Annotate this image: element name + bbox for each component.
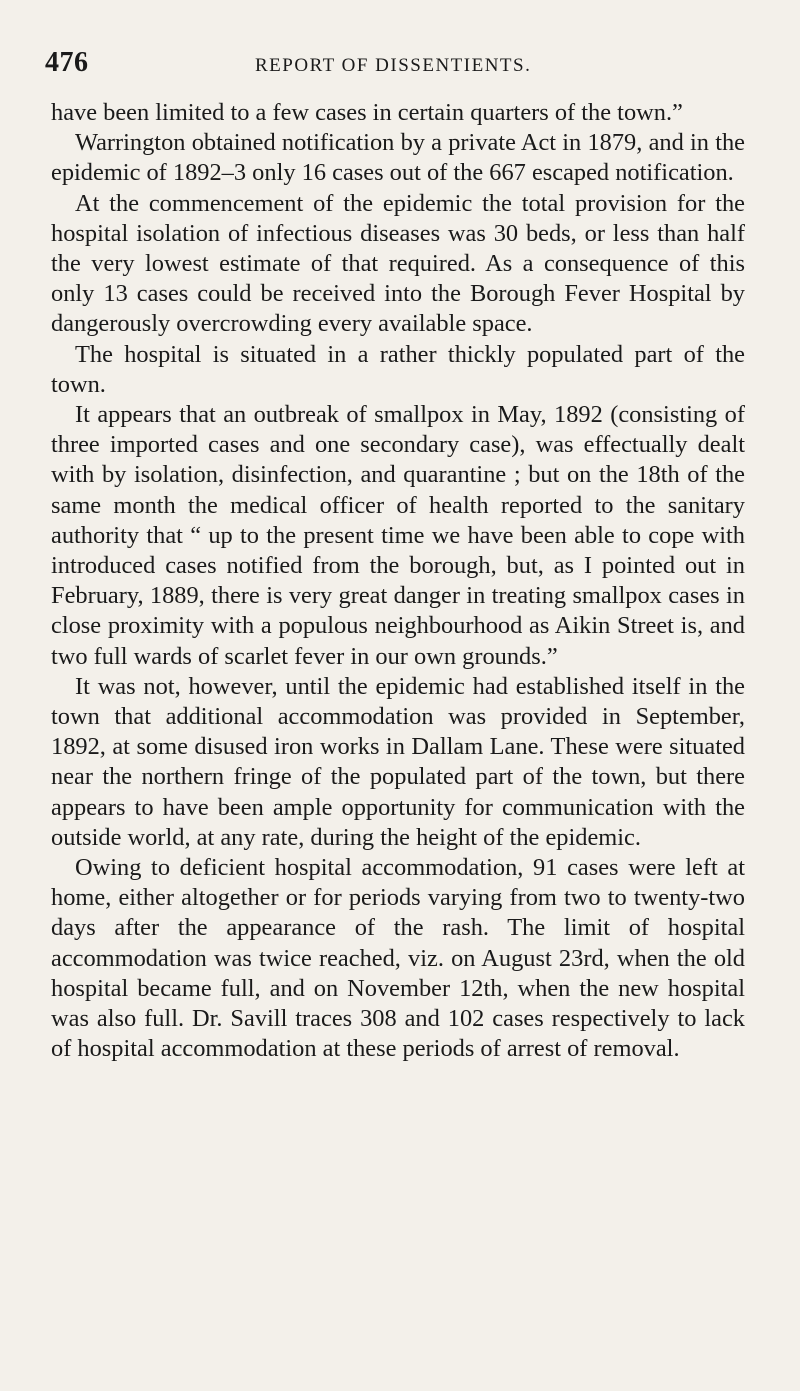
paragraph: At the commencement of the epidemic the total provision for the hospital isolation of infectious diseases was 30 beds, or less than half the very lowest estimate of that required. As a consequence of this only 13 cases could be received into the Borough Fever Hospital by dangerously overcrowding every available space. <box>51 189 745 338</box>
body-text <box>51 98 745 1065</box>
paragraph: It was not, however, until the epidemic had established itself in the town that additional accommodation was provided in September, 1892, at some disused iron works in Dallam Lane. These were situated near the northern fringe of the populated part of the town, but there appears to have been ample opportunity for communication with the outside world, at any rate, during the height of the epidemic. <box>51 672 745 851</box>
paragraph: It appears that an outbreak of smallpox in May, 1892 (consisting of three imported cases and one secondary case), was effectually dealt with by isolation, disinfection, and quarantine ; but on the 18th of the same month the medical officer of health reported to the sanitary authority that “ up to the present time we have been able to cope with introduced cases notified from the borough, but, as I pointed out in February, 1889, there is very great danger in treating smallpox cases in close proximity with a populous neighbourhood as Aikin Street is, and two full wards of scarlet fever in our own grounds.” <box>51 401 745 670</box>
page-header <box>45 47 750 87</box>
paragraph: Owing to deficient hospital accommodation, 91 cases were left at home, either altogether or for periods varying from two to twenty-two days after the appearance of the rash. The limit of hospital accommodation was twice reached, viz. on August 23rd, when the old hospital became full, and on November 12th, when the new hospital was also full. Dr. Savill traces 308 and 102 cases respectively to lack of hospital accommodation at these periods of arrest of removal. <box>51 854 745 1063</box>
running-head: REPORT OF DISSENTIENTS. <box>255 55 532 76</box>
paragraph: have been limited to a few cases in certain quarters of the town.” <box>51 99 683 126</box>
page-number: 476 <box>45 47 89 78</box>
paragraph: Warrington obtained notification by a private Act in 1879, and in the epidemic of 1892–3 only 16 cases out of the 667 escaped notification. <box>51 129 745 187</box>
paragraph: The hospital is situated in a rather thickly populated part of the town. <box>51 340 745 398</box>
